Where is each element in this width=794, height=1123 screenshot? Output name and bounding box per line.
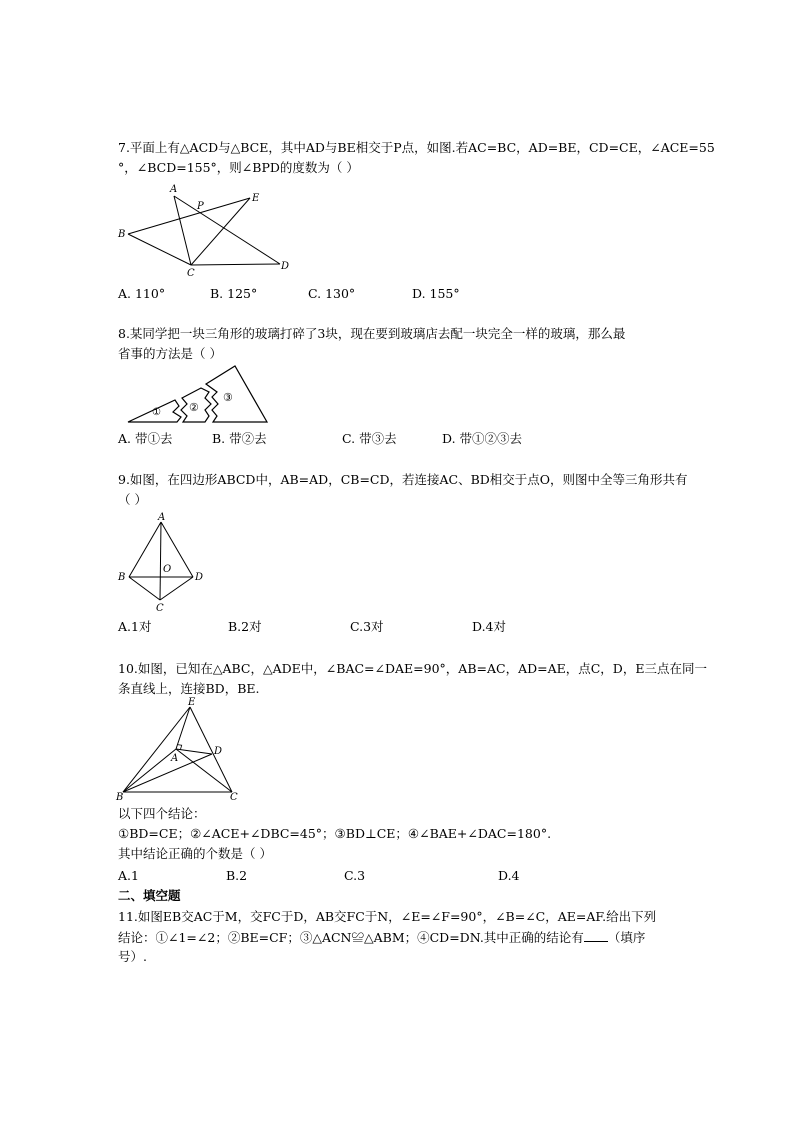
q7-option-c[interactable]: C. 130° [308,286,356,301]
q10-label-e: E [188,697,196,708]
q8-option-b[interactable]: B. 带②去 [212,431,267,446]
q9-text-line1: 9.如图，在四边形ABCD中，AB=AD，CB=CD，若连接AC、BD相交于点O，则图中全等三角形共有 [118,472,688,487]
q10-text-line3: 以下四个结论： [118,806,206,821]
q11-text-line2-main: 结论：①∠1=∠2；②BE=CF；③△ACN≌△ABM；④CD=DN.其中正确的结论有 [118,930,584,945]
q10-text-line4: ①BD=CE；②∠ACE+∠DBC=45°；③BD⊥CE；④∠BAE+∠DAC=180°. [118,826,552,841]
q10-label-b: B [116,792,124,803]
q9-option-c[interactable]: C.3对 [350,619,384,634]
q10-option-a[interactable]: A.1 [118,868,139,883]
q7-seg-cd [191,264,280,265]
q7-label-c: C [187,268,195,279]
q8-label-2: ② [189,401,199,414]
q9-option-b[interactable]: B.2对 [228,619,262,634]
q10-seg-ab [123,749,179,792]
q10-text-line2: 条直线上，连接BD，BE. [118,681,260,696]
q11-text-line2-tail: （填序 [607,930,646,945]
q8-text-line1: 8.某同学把一块三角形的玻璃打碎了3块，现在要到玻璃店去配一块完全一样的玻璃，那么最 [118,326,626,341]
q7-seg-be [128,198,250,234]
q9-text-line2: （ ） [118,492,147,507]
q10-option-d[interactable]: D.4 [498,868,520,883]
q7-label-a: A [170,184,178,195]
q7-seg-bc [128,234,191,265]
q10-figure [113,694,248,804]
q10-seg-ce [190,707,232,792]
q9-seg-bc [129,577,160,600]
q7-text-line1: 7.平面上有△ACD与△BCE，其中AD与BE相交于P点，如图.若AC=BC，AD=BE，CD=CE，∠ACE=55 [118,140,715,155]
q7-option-d[interactable]: D. 155° [412,286,460,301]
q10-text-line5: 其中结论正确的个数是（ ） [118,846,272,861]
q9-option-d[interactable]: D.4对 [472,619,507,634]
q7-text-line2: °，∠BCD=155°，则∠BPD的度数为（ ） [118,160,359,175]
q7-option-b[interactable]: B. 125° [210,286,258,301]
q7-label-d: D [281,261,290,272]
q10-seg-ae [176,707,190,749]
q9-seg-dc [160,577,193,600]
q7-label-e: E [252,193,260,204]
section-fill-in-title: 二、填空题 [118,888,181,903]
q7-figure [115,183,295,279]
q11-text-line1: 11.如图EB交AC于M，交FC于D，AB交FC于N，∠E=∠F=90°，∠B=∠C，AE=AF.给出下列 [118,909,657,924]
q7-seg-ad [174,196,280,264]
q9-label-b: B [118,572,126,583]
q9-seg-ab [129,522,161,577]
q9-label-d: D [195,572,204,583]
q7-label-p: P [197,201,204,212]
q10-text-line1: 10.如图，已知在△ABC，△ADE中，∠BAC=∠DAE=90°，AB=AC，AD=AE，点C，D，E三点在同一 [118,661,707,676]
q8-option-d[interactable]: D. 带①②③去 [442,431,523,446]
q11-answer-blank[interactable] [584,929,608,942]
q10-seg-bd [123,754,212,792]
q9-seg-ac [160,522,161,600]
q10-option-c[interactable]: C.3 [344,868,366,883]
q9-label-o: O [163,564,172,575]
q7-label-b: B [118,229,126,240]
q8-option-c[interactable]: C. 带③去 [342,431,397,446]
q9-figure [115,511,215,616]
q11-text-line3: 号）. [118,949,147,964]
q9-label-a: A [158,512,166,523]
q11-text-line2 [118,929,645,946]
q10-label-c: C [230,792,238,803]
q10-label-d: D [214,746,223,757]
q7-option-a[interactable]: A. 110° [118,286,166,301]
q8-piece-3 [206,366,267,422]
q10-seg-ac [176,749,232,792]
q9-option-a[interactable]: A.1对 [118,619,152,634]
q7-seg-ac [174,196,191,265]
q10-label-a: A [171,753,179,764]
q9-label-c: C [156,603,164,614]
q8-figure [125,364,270,426]
q8-label-1: ① [152,407,161,418]
q10-option-b[interactable]: B.2 [226,868,248,883]
q8-text-line2: 省事的方法是（ ） [118,346,222,361]
q8-option-a[interactable]: A. 带①去 [118,431,173,446]
q8-label-3: ③ [223,391,233,404]
